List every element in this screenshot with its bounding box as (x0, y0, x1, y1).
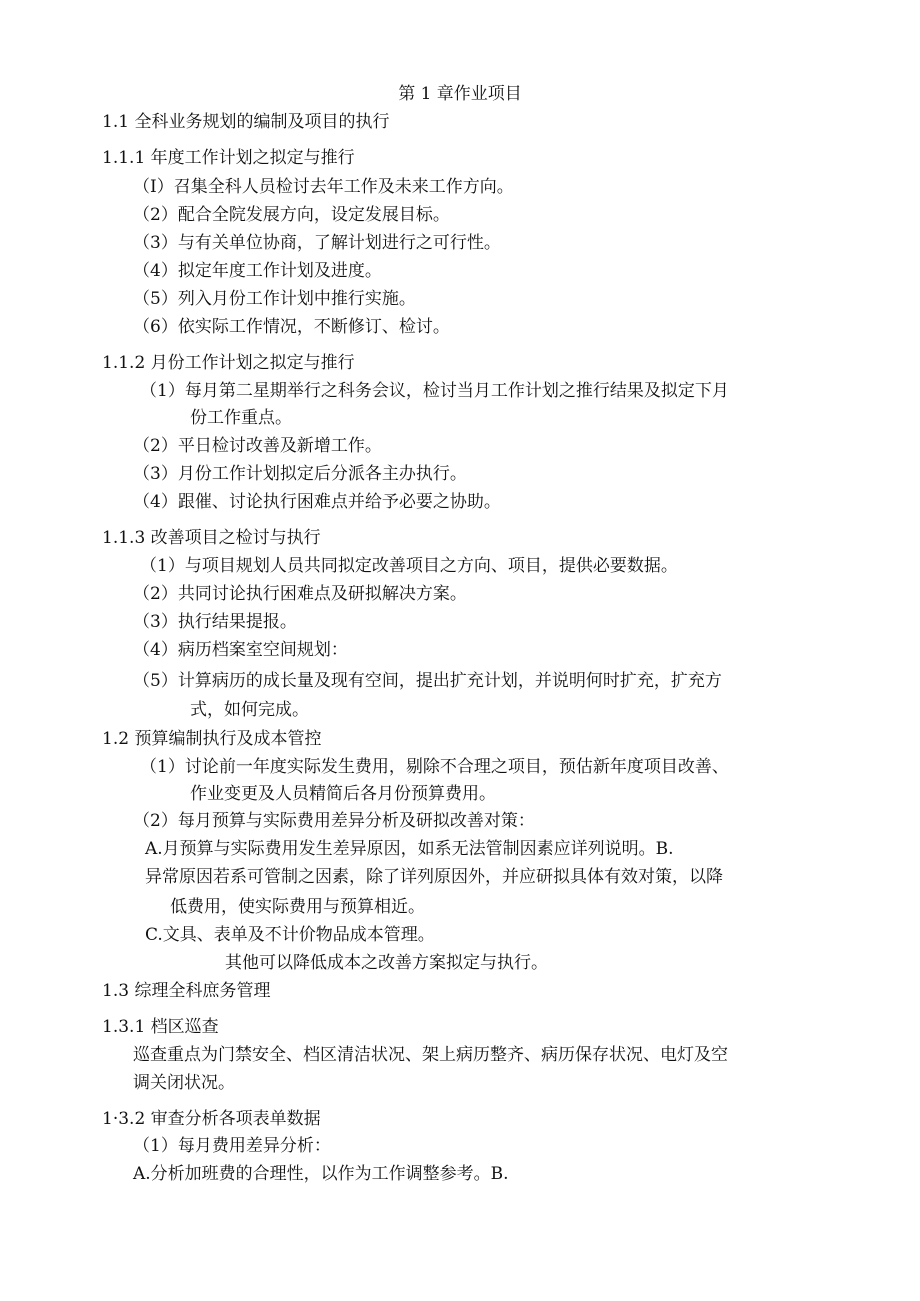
list-item: （3）与有关单位协商，了解计划进行之可行性。 (133, 233, 501, 253)
list-item-continuation: 作业变更及人员精简后各月份预算费用。 (190, 784, 496, 804)
list-item: （4）病历档案室空间规划： (133, 640, 348, 660)
list-item: （2）共同讨论执行困难点及研拟解决方案。 (133, 584, 467, 604)
sub-item-a: A.月预算与实际费用发生差异原因，如系无法管制因素应详列说明。B. (145, 839, 674, 859)
list-item-continuation: 份工作重点。 (190, 408, 292, 428)
list-item: （1）讨论前一年度实际发生费用，剔除不合理之项目，预估新年度项目改善、 (140, 757, 729, 777)
chapter-title: 第 1 章作业项目 (398, 84, 522, 104)
list-item: （5）计算病历的成长量及现有空间，提出扩充计划，并说明何时扩充，扩充方 (133, 671, 722, 691)
list-item: （3）执行结果提报。 (133, 612, 297, 632)
list-item: （I）召集全科人员检讨去年工作及未来工作方向。 (133, 177, 514, 197)
list-item: （2）配合全院发展方向，设定发展目标。 (133, 205, 450, 225)
sub-item-a: A.分析加班费的合理性，以作为工作调整参考。B. (133, 1164, 509, 1184)
list-item: （1）每月费用差异分析： (133, 1136, 331, 1156)
subsection-heading-1-3-2: 1·3.2 审查分析各项表单数据 (102, 1109, 321, 1129)
list-item: （4）拟定年度工作计划及进度。 (133, 261, 382, 281)
list-item: （1）与项目规划人员共同拟定改善项目之方向、项目，提供必要数据。 (140, 556, 678, 576)
list-item-continuation: 式，如何完成。 (190, 700, 309, 720)
sub-item-b: 异常原因若系可管制之因素，除了详列原因外，并应研拟具体有效对策，以降 (145, 867, 723, 887)
list-item: （5）列入月份工作计划中推行实施。 (133, 289, 416, 309)
subsection-heading-1-1-2: 1.1.2 月份工作计划之拟定与推行 (102, 353, 355, 373)
sub-item-b-continuation: 低费用，使实际费用与预算相近。 (170, 897, 425, 917)
paragraph: 巡查重点为门禁安全、档区清洁状况、架上病历整齐、病历保存状况、电灯及空 (133, 1045, 728, 1065)
list-item: （1）每月第二星期举行之科务会议，检讨当月工作计划之推行结果及拟定下月 (140, 381, 729, 401)
section-heading-1-2: 1.2 预算编制执行及成本管控 (102, 729, 322, 749)
section-heading-1-1: 1.1 全科业务规划的编制及项目的执行 (102, 112, 390, 132)
subsection-heading-1-3-1: 1.3.1 档区巡查 (102, 1017, 219, 1037)
list-item: （2）平日检讨改善及新增工作。 (133, 436, 382, 456)
list-item: （2）每月预算与实际费用差异分析及研拟改善对策： (133, 811, 535, 831)
list-item: （3）月份工作计划拟定后分派各主办执行。 (133, 464, 467, 484)
sub-item-c: C.文具、表单及不计价物品成本管理。 (145, 925, 435, 945)
subsection-heading-1-1-3: 1.1.3 改善项目之检讨与执行 (102, 528, 321, 548)
paragraph-continuation: 调关闭状况。 (133, 1073, 235, 1093)
subsection-heading-1-1-1: 1.1.1 年度工作计划之拟定与推行 (102, 148, 355, 168)
sub-item-d: 其他可以降低成本之改善方案拟定与执行。 (225, 953, 548, 973)
list-item: （4）跟催、讨论执行困难点并给予必要之协助。 (133, 492, 501, 512)
list-item: （6）依实际工作情况，不断修订、检讨。 (133, 317, 450, 337)
section-heading-1-3: 1.3 综理全科庶务管理 (102, 981, 271, 1001)
